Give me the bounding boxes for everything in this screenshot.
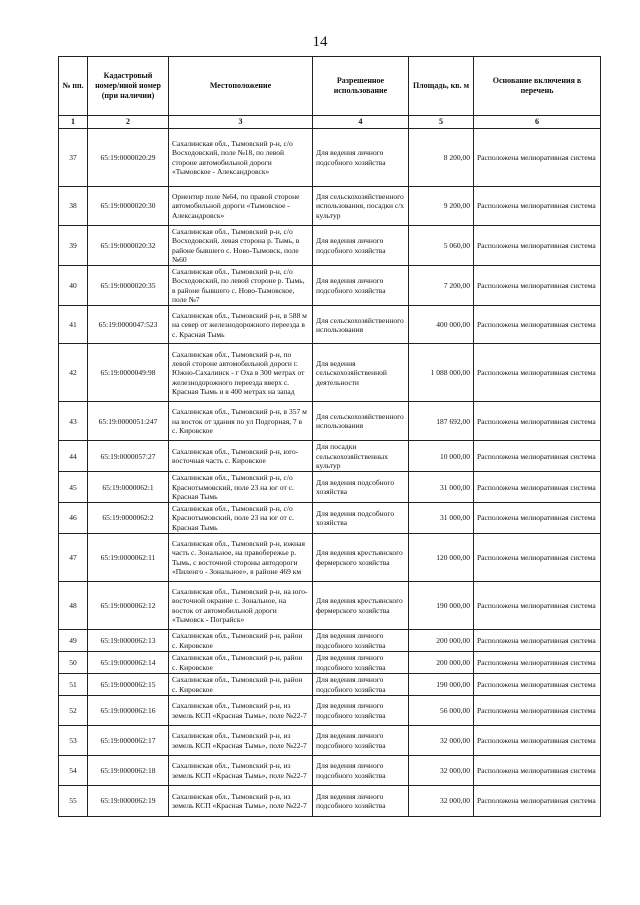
permitted-use: Для ведения личного подсобного хозяйства <box>313 756 409 786</box>
inclusion-basis: Расположена мелиоративная система <box>474 582 601 630</box>
table-row <box>59 503 601 534</box>
row-number: 51 <box>59 674 88 696</box>
cadastral-number: 65:19:0000020:29 <box>88 129 169 187</box>
inclusion-basis: Расположена мелиоративная система <box>474 402 601 441</box>
table-row <box>59 756 601 786</box>
row-number: 40 <box>59 266 88 306</box>
header-number: № пп. <box>59 57 88 116</box>
permitted-use: Для ведения личного подсобного хозяйства <box>313 129 409 187</box>
row-number: 53 <box>59 726 88 756</box>
inclusion-basis: Расположена мелиоративная система <box>474 674 601 696</box>
area-value: 200 000,00 <box>409 630 474 652</box>
inclusion-basis: Расположена мелиоративная система <box>474 652 601 674</box>
column-index: 1 <box>59 116 88 129</box>
permitted-use: Для ведения подсобного хозяйства <box>313 472 409 503</box>
inclusion-basis: Расположена мелиоративная система <box>474 756 601 786</box>
permitted-use: Для сельскохозяйственного использования, посадки с/х культур <box>313 187 409 226</box>
table-row <box>59 402 601 441</box>
column-index: 5 <box>409 116 474 129</box>
header-area: Площадь, кв. м <box>409 57 474 116</box>
location: Сахалинская обл., Тымовский р-н, на юго-восточной окраине с. Зональное, на восток от автомобильной дороги «Тымовск - Пограйск» <box>169 582 313 630</box>
table-row <box>59 344 601 402</box>
row-number: 49 <box>59 630 88 652</box>
permitted-use: Для ведения личного подсобного хозяйства <box>313 630 409 652</box>
inclusion-basis: Расположена мелиоративная система <box>474 344 601 402</box>
inclusion-basis: Расположена мелиоративная система <box>474 503 601 534</box>
table-row <box>59 582 601 630</box>
row-number: 44 <box>59 441 88 472</box>
row-number: 38 <box>59 187 88 226</box>
cadastral-number: 65:19:0000051:247 <box>88 402 169 441</box>
cadastral-number: 65:19:0000062:1 <box>88 472 169 503</box>
table-header-row <box>59 57 601 116</box>
location: Сахалинская обл., Тымовский р-н, юго-восточная часть с. Кировское <box>169 441 313 472</box>
area-value: 31 000,00 <box>409 503 474 534</box>
cadastral-number: 65:19:0000020:30 <box>88 187 169 226</box>
cadastral-number: 65:19:0000057:27 <box>88 441 169 472</box>
location: Сахалинская обл., Тымовский р-н, в 588 м на север от железнодорожного переезда в с. Красная Тымь <box>169 306 313 344</box>
location: Сахалинская обл., Тымовский р-н, с/о Восходовский, по левой стороне р. Тымь, в районе бывшего с. Ново-Тымовское, поле №7 <box>169 266 313 306</box>
inclusion-basis: Расположена мелиоративная система <box>474 534 601 582</box>
table-row <box>59 129 601 187</box>
table-row <box>59 441 601 472</box>
inclusion-basis: Расположена мелиоративная система <box>474 187 601 226</box>
inclusion-basis: Расположена мелиоративная система <box>474 129 601 187</box>
permitted-use: Для ведения личного подсобного хозяйства <box>313 786 409 817</box>
cadastral-number: 65:19:0000062:12 <box>88 582 169 630</box>
permitted-use: Для ведения крестьянского фермерского хозяйства <box>313 534 409 582</box>
inclusion-basis: Расположена мелиоративная система <box>474 472 601 503</box>
table-row <box>59 652 601 674</box>
location: Сахалинская обл., Тымовский р-н, с/о Краснотымовский, поле 23 на юг от с. Красная Тымь <box>169 503 313 534</box>
permitted-use: Для ведения подсобного хозяйства <box>313 503 409 534</box>
location: Сахалинская обл., Тымовский р-н, по левой стороне автомобильной дороги г. Южно-Сахалинск - г Оха в 300 метрах от железнодорожного переезда вверх с. Красная Тымь и в 400 метрах на запад <box>169 344 313 402</box>
header-cadastral-number: Кадастровый номер/иной номер (при наличии) <box>88 57 169 116</box>
inclusion-basis: Расположена мелиоративная система <box>474 786 601 817</box>
area-value: 56 000,00 <box>409 696 474 726</box>
row-number: 45 <box>59 472 88 503</box>
permitted-use: Для ведения личного подсобного хозяйства <box>313 226 409 266</box>
table-row <box>59 674 601 696</box>
row-number: 46 <box>59 503 88 534</box>
inclusion-basis: Расположена мелиоративная система <box>474 306 601 344</box>
permitted-use: Для ведения личного подсобного хозяйства <box>313 726 409 756</box>
area-value: 32 000,00 <box>409 726 474 756</box>
column-index: 6 <box>474 116 601 129</box>
header-location: Местоположение <box>169 57 313 116</box>
location: Сахалинская обл., Тымовский р-н, район с. Кировское <box>169 652 313 674</box>
permitted-use: Для ведения личного подсобного хозяйства <box>313 674 409 696</box>
inclusion-basis: Расположена мелиоративная система <box>474 726 601 756</box>
area-value: 120 000,00 <box>409 534 474 582</box>
row-number: 55 <box>59 786 88 817</box>
table-row <box>59 696 601 726</box>
area-value: 187 692,00 <box>409 402 474 441</box>
permitted-use: Для сельскохозяйственного использования <box>313 306 409 344</box>
cadastral-number: 65:19:0000062:2 <box>88 503 169 534</box>
location: Сахалинская обл., Тымовский р-н, из земель КСП «Красная Тымь», поле №22-7 <box>169 756 313 786</box>
land-plots-table <box>58 56 601 817</box>
area-value: 400 000,00 <box>409 306 474 344</box>
inclusion-basis: Расположена мелиоративная система <box>474 226 601 266</box>
location: Сахалинская обл., Тымовский р-н, из земель КСП «Красная Тымь», поле №22-7 <box>169 726 313 756</box>
column-index: 2 <box>88 116 169 129</box>
row-number: 37 <box>59 129 88 187</box>
inclusion-basis: Расположена мелиоративная система <box>474 266 601 306</box>
cadastral-number: 65:19:0000062:15 <box>88 674 169 696</box>
table-row <box>59 534 601 582</box>
table-row <box>59 786 601 817</box>
cadastral-number: 65:19:0000020:35 <box>88 266 169 306</box>
cadastral-number: 65:19:0000062:16 <box>88 696 169 726</box>
header-permitted-use: Разрешенное использование <box>313 57 409 116</box>
location: Сахалинская обл., Тымовский р-н, с/о Восходовский, поле №18, по левой стороне автомобильной дороги «Тымовское - Александровск» <box>169 129 313 187</box>
area-value: 1 088 000,00 <box>409 344 474 402</box>
location: Сахалинская обл., Тымовский р-н, район с. Кировское <box>169 674 313 696</box>
row-number: 50 <box>59 652 88 674</box>
header-inclusion-basis: Основание включения в перечень <box>474 57 601 116</box>
cadastral-number: 65:19:0000062:13 <box>88 630 169 652</box>
page-number: 14 <box>312 34 328 50</box>
column-index-row <box>59 116 601 129</box>
table-row <box>59 726 601 756</box>
column-index: 3 <box>169 116 313 129</box>
row-number: 47 <box>59 534 88 582</box>
area-value: 8 200,00 <box>409 129 474 187</box>
inclusion-basis: Расположена мелиоративная система <box>474 696 601 726</box>
cadastral-number: 65:19:0000062:14 <box>88 652 169 674</box>
area-value: 5 060,00 <box>409 226 474 266</box>
area-value: 190 000,00 <box>409 674 474 696</box>
row-number: 43 <box>59 402 88 441</box>
location: Сахалинская обл., Тымовский р-н, из земель КСП «Красная Тымь», поле №22-7 <box>169 786 313 817</box>
table-row <box>59 266 601 306</box>
area-value: 32 000,00 <box>409 756 474 786</box>
cadastral-number: 65:19:0000062:18 <box>88 756 169 786</box>
area-value: 200 000,00 <box>409 652 474 674</box>
location: Сахалинская обл., Тымовский р-н, с/о Краснотымовский, поле 23 на юг от с. Красная Тымь <box>169 472 313 503</box>
cadastral-number: 65:19:0000049:98 <box>88 344 169 402</box>
cadastral-number: 65:19:0000020:32 <box>88 226 169 266</box>
table-row <box>59 187 601 226</box>
permitted-use: Для ведения личного подсобного хозяйства <box>313 652 409 674</box>
permitted-use: Для сельскохозяйственного использования <box>313 402 409 441</box>
permitted-use: Для ведения личного подсобного хозяйства <box>313 266 409 306</box>
permitted-use: Для ведения крестьянского фермерского хозяйства <box>313 582 409 630</box>
cadastral-number: 65:19:0000047:523 <box>88 306 169 344</box>
area-value: 32 000,00 <box>409 786 474 817</box>
cadastral-number: 65:19:0000062:19 <box>88 786 169 817</box>
column-index: 4 <box>313 116 409 129</box>
location: Сахалинская обл., Тымовский р-н, район с. Кировское <box>169 630 313 652</box>
table-row <box>59 630 601 652</box>
location: Сахалинская обл., Тымовский р-н, в 357 м на восток от здания по ул Подгорная, 7 в с. Кировское <box>169 402 313 441</box>
area-value: 10 000,00 <box>409 441 474 472</box>
permitted-use: Для ведения личного подсобного хозяйства <box>313 696 409 726</box>
row-number: 39 <box>59 226 88 266</box>
location: Ориентир поле №64, по правой стороне автомобильной дороги «Тымовское - Александровск» <box>169 187 313 226</box>
cadastral-number: 65:19:0000062:17 <box>88 726 169 756</box>
location: Сахалинская обл., Тымовский р-н, южная часть с. Зональное, на правобережье р. Тымь, с восточной стороны автодороги «Пиленгo - Зональное», в районе 469 км <box>169 534 313 582</box>
location: Сахалинская обл., Тымовский р-н, с/о Восходовский, левая сторона р. Тымь, в районе бывшего с. Ново-Тымовск, поле №60 <box>169 226 313 266</box>
row-number: 52 <box>59 696 88 726</box>
row-number: 48 <box>59 582 88 630</box>
cadastral-number: 65:19:0000062:11 <box>88 534 169 582</box>
inclusion-basis: Расположена мелиоративная система <box>474 630 601 652</box>
table-row <box>59 226 601 266</box>
row-number: 54 <box>59 756 88 786</box>
permitted-use: Для ведения сельскохозяйственной деятельности <box>313 344 409 402</box>
table-row <box>59 472 601 503</box>
area-value: 31 000,00 <box>409 472 474 503</box>
row-number: 41 <box>59 306 88 344</box>
area-value: 9 200,00 <box>409 187 474 226</box>
area-value: 190 000,00 <box>409 582 474 630</box>
table-row <box>59 306 601 344</box>
inclusion-basis: Расположена мелиоративная система <box>474 441 601 472</box>
area-value: 7 200,00 <box>409 266 474 306</box>
row-number: 42 <box>59 344 88 402</box>
permitted-use: Для посадки сельскохозяйственных культур <box>313 441 409 472</box>
location: Сахалинская обл., Тымовский р-н, из земель КСП «Красная Тымь», поле №22-7 <box>169 696 313 726</box>
